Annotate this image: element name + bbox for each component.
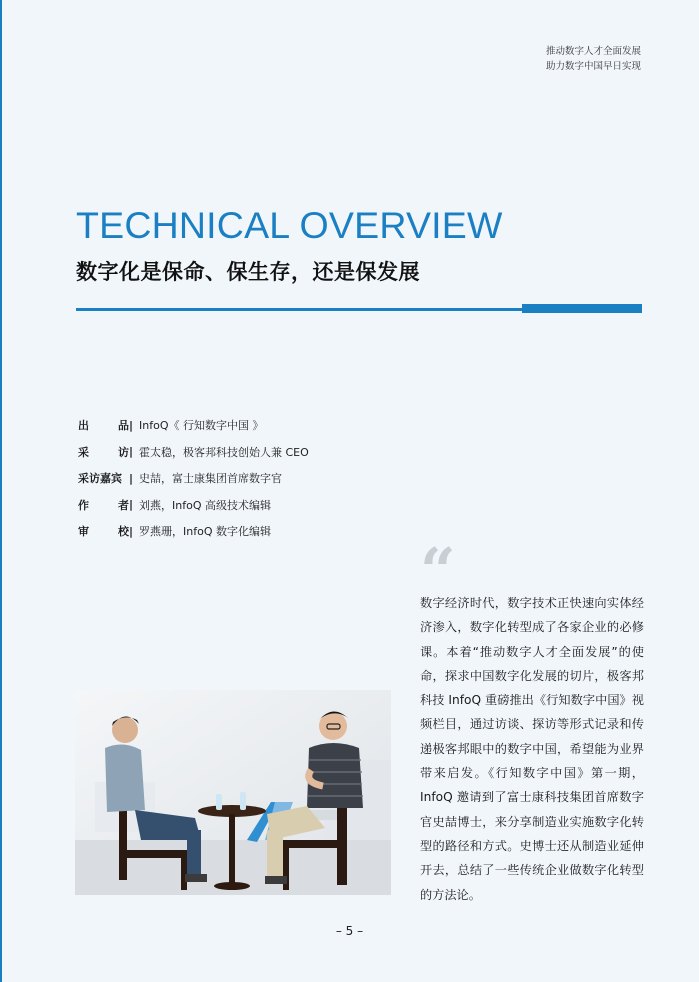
slogan-line-2: 助力数字中国早日实现 [545,61,641,72]
credit-key: 作 者 [78,498,129,512]
credit-row-reviewer [78,518,309,545]
credit-row-interviewer [78,439,309,466]
intro-paragraph: 数字经济时代，数字技术正快速向实体经济渗入，数字化转型成了各家企业的必修课。本着“推动数字人才全面发展”的使命，探求中国数字化发展的切片，极客邦科技 InfoQ 重磅推出《行知数字中国》视频栏目，通过访谈、探访等形式记录和传递极客邦眼中的数字中国，希望能为业界带来启发。《行知数字中国》第一期，InfoQ 邀请到了富士康科技集团首席数字官史喆博士，来分享制造业实施数字化转型的路径和方式。史博士还从制造业延伸开去，总结了一些传统企业做数字化转型的方法论。 [420,596,644,902]
credit-separator: | [129,445,134,459]
credit-row-author [78,492,309,519]
credit-separator: | [129,524,134,538]
slogan-line-1: 推动数字人才全面发展 [545,46,641,57]
page-edge-stripe [0,0,2,982]
article-title: 数字化是保命、保生存，还是保发展 [76,260,420,284]
credit-value: 史喆，富士康集团首席数字官 [139,472,282,486]
credit-row-guest [78,465,309,492]
quote-mark-icon: “ [420,534,456,607]
header-slogan [546,44,641,74]
title-underline-accent [522,304,642,313]
credits-list [78,412,309,545]
title-underline [76,308,522,311]
credit-separator: | [129,498,134,512]
page-number: – 5 – [335,924,364,938]
credit-value: InfoQ《 行知数字中国 》 [139,419,264,433]
credit-separator: | [129,471,134,485]
credit-key: 审 校 [78,525,129,539]
credit-separator: | [129,418,134,432]
section-title-english: TECHNICAL OVERVIEW [76,204,503,246]
credit-value: 霍太稳，极客邦科技创始人兼 CEO [139,445,309,459]
credit-value: 罗燕珊，InfoQ 数字化编辑 [139,525,271,539]
credit-key: 出 品 [78,419,129,433]
credit-key: 采 访 [78,445,129,459]
credit-row-producer [78,412,309,439]
credit-key: 采访嘉宾 [78,472,122,486]
interview-photo-illustration [75,690,391,895]
interview-photo [75,690,391,895]
credit-value: 刘燕，InfoQ 高级技术编辑 [139,498,271,512]
